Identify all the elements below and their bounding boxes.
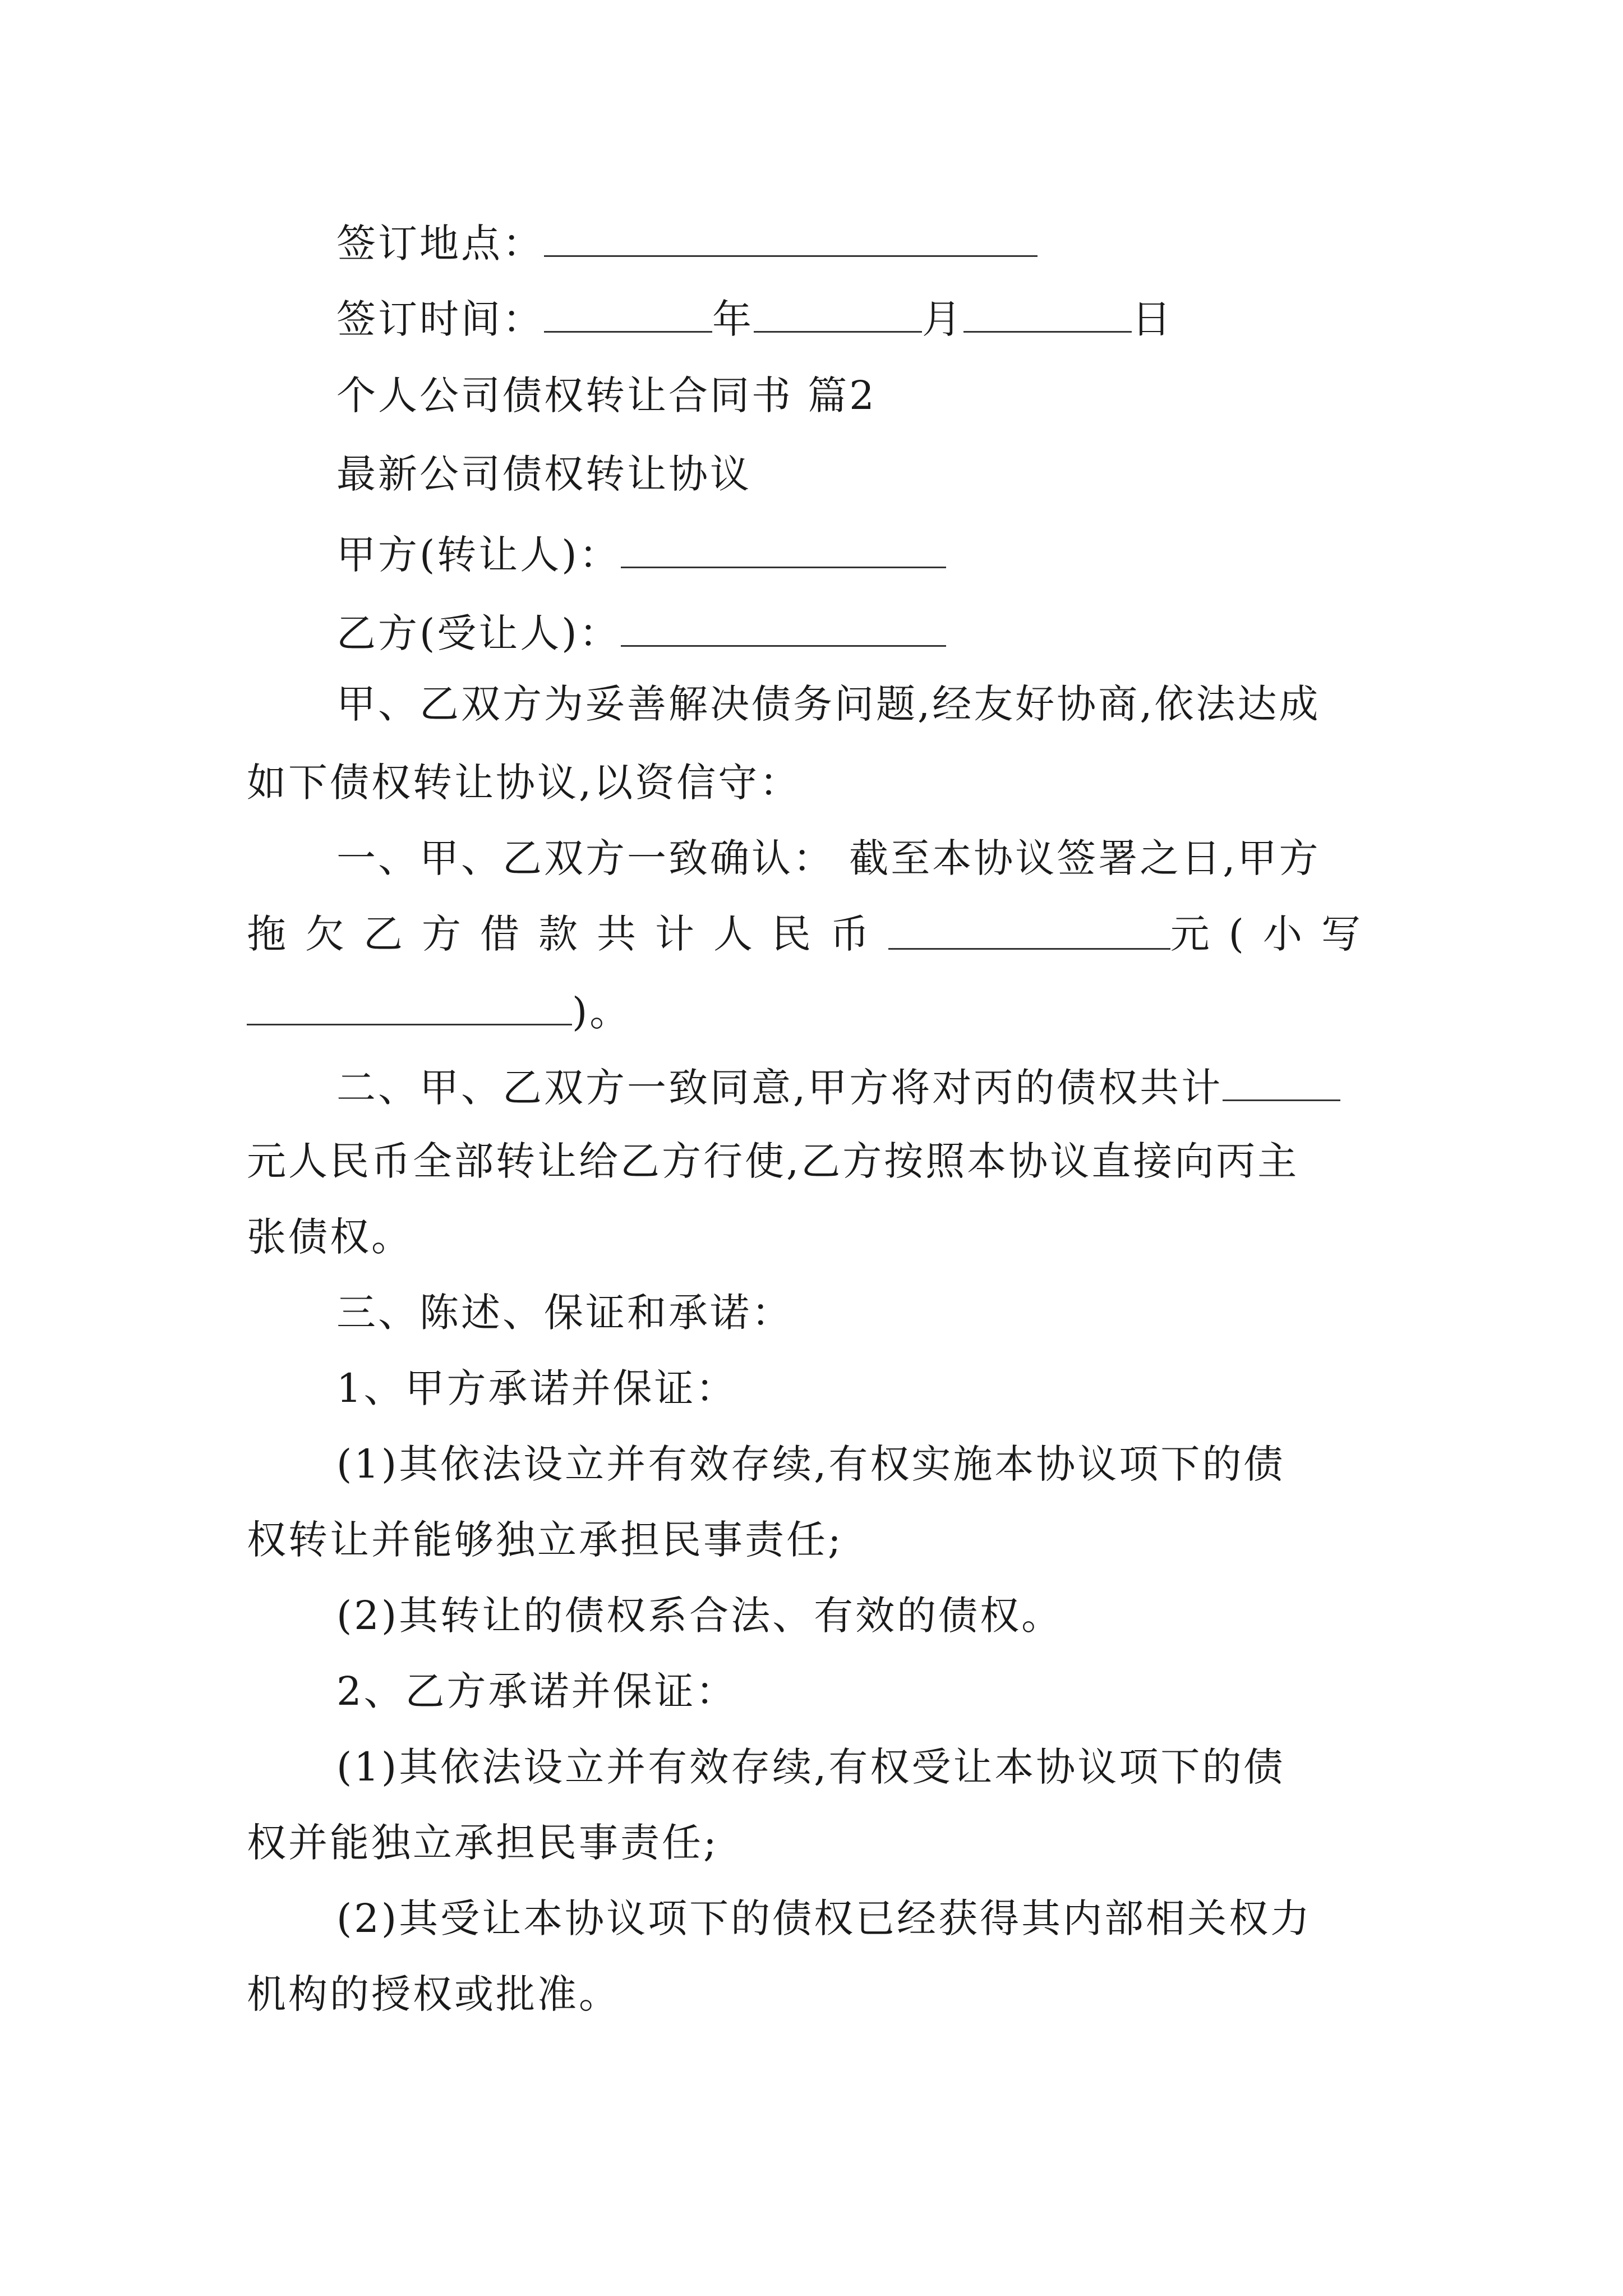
- party-b-label: 乙方(受让人)：: [336, 610, 621, 656]
- clause-2-amount-blank: [1223, 1060, 1340, 1101]
- party-a-label: 甲方(转让人)：: [336, 532, 621, 578]
- party-b-line: [336, 606, 1380, 659]
- clause-3-b1-line-2: 权并能独立承担民事责任;: [247, 1820, 719, 1866]
- intro-line-2: 如下债权转让协议,以资信守：: [247, 760, 801, 806]
- clause-3-a2: (2)其转让的债权系合法、有效的债权。: [336, 1593, 1063, 1639]
- clause-3-b1-line-1: (1)其依法设立并有效存续,有权受让本协议项下的债: [336, 1744, 1285, 1790]
- signing-time-line: [336, 292, 1380, 344]
- clause-1-line-3: [247, 984, 1380, 1037]
- clause-2-line-2: 元人民币全部转让给乙方行使,乙方按照本协议直接向丙主: [247, 1138, 1299, 1184]
- clause-1-line-2: [247, 909, 1380, 959]
- clause-3-a1-line-1: (1)其依法设立并有效存续,有权实施本协议项下的债: [336, 1441, 1285, 1487]
- section-title: 个人公司债权转让合同书 篇2: [336, 372, 877, 418]
- clause-1-text-a: 拖欠乙方借款共计人民币: [247, 911, 888, 957]
- signing-day-label: 日: [1132, 296, 1173, 342]
- clause-3-b-heading: 2、乙方承诺并保证：: [336, 1668, 737, 1714]
- clause-3-b2-line-2: 机构的授权或批准。: [247, 1971, 620, 2017]
- party-a-line: [336, 527, 1380, 580]
- signing-place-line: [336, 216, 1380, 269]
- signing-day-blank: [963, 292, 1132, 333]
- clause-1-amount-blank: [888, 909, 1170, 950]
- clause-2-line-1: [336, 1060, 1380, 1113]
- clause-2-line-3: 张债权。: [247, 1214, 413, 1260]
- signing-year-blank: [544, 292, 712, 333]
- signing-place-label: 签订地点：: [336, 220, 544, 266]
- clause-1-small-amount-blank: [247, 984, 572, 1025]
- clause-1-line-3-end: )。: [572, 989, 631, 1035]
- clause-2-text: 二、甲、乙双方一致同意,甲方将对丙的债权共计: [336, 1065, 1223, 1111]
- signing-month-label: 月: [922, 296, 963, 342]
- signing-place-blank: [544, 216, 1038, 257]
- party-a-blank: [621, 527, 946, 568]
- clause-3-a1-line-2: 权转让并能够独立承担民事责任;: [247, 1517, 843, 1563]
- party-b-blank: [621, 606, 946, 647]
- clause-1-line-1: 一、甲、乙双方一致确认： 截至本协议签署之日,甲方: [336, 835, 1321, 881]
- signing-time-label: 签订时间：: [336, 296, 544, 342]
- intro-line-1: 甲、乙双方为妥善解决债务问题,经友好协商,依法达成: [336, 681, 1321, 727]
- doc-title: 最新公司债权转让协议: [336, 451, 751, 497]
- clause-3-b2-line-1: (2)其受让本协议项下的债权已经获得其内部相关权力: [336, 1895, 1312, 1941]
- clause-1-text-b: 元(小写: [1170, 911, 1380, 957]
- clause-3-a-heading: 1、甲方承诺并保证：: [336, 1365, 737, 1411]
- signing-month-blank: [754, 292, 922, 333]
- signing-year-label: 年: [712, 296, 754, 342]
- clause-3-heading: 三、陈述、保证和承诺：: [336, 1290, 793, 1336]
